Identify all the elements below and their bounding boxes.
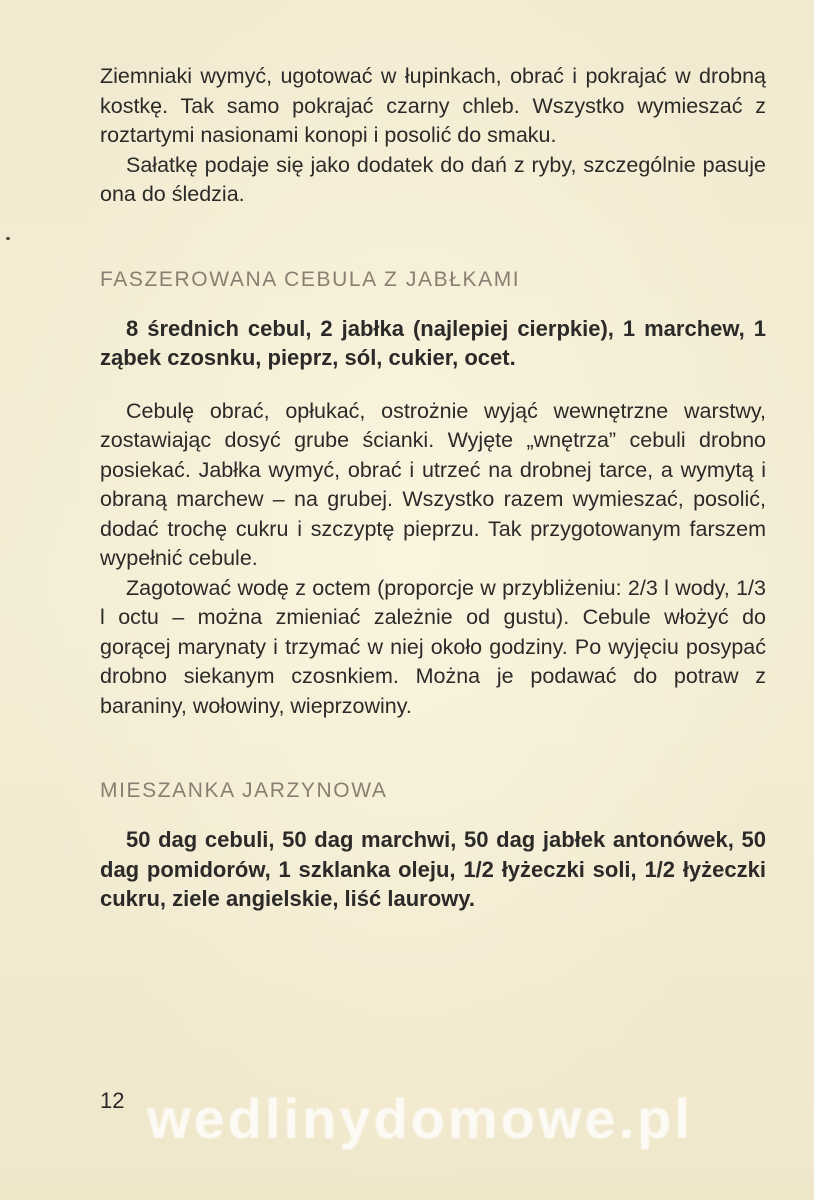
page-content: [100, 62, 766, 914]
intro-paragraph-2: Sałatkę podaje się jako dodatek do dań z ryby, szczególnie pasuje ona do śledzia.: [100, 152, 766, 206]
recipe-ingredients-faszerowana-cebula: 8 średnich cebul, 2 jabłka (najlepiej cierpkie), 1 marchew, 1 ząbek czosnku, pieprz, sól, cukier, ocet.: [100, 315, 766, 370]
recipe-step-1: Cebulę obrać, opłukać, ostrożnie wyjąć wewnętrzne warstwy, zostawiając dosyć grube ścianki. Wyjęte „wnętrza” cebuli drobno posiekać. Jabłka wymyć, obrać i utrzeć na drobnej tarce, a wymytą i obraną marchew – na grubej. Wszystko razem wymieszać, posolić, dodać trochę cukru i szczyptę pieprzu. Tak przygotowanym farszem wypełnić cebule.: [100, 398, 766, 570]
recipe-title-faszerowana-cebula: FASZEROWANA CEBULA Z JABŁKAMI: [100, 267, 521, 291]
page-number: 12: [100, 1088, 125, 1113]
intro-paragraph-1: Ziemniaki wymyć, ugotować w łupinkach, obrać i pokrajać w drobną kostkę. Tak samo pokrajać czarny chleb. Wszystko wymieszać z roztartymi nasionami konopi i posolić do smaku.: [100, 64, 766, 147]
recipe-step-2: Zagotować wodę z octem (proporcje w przybliżeniu: 2/3 l wody, 1/3 l octu – można zmieniać zależnie od gustu). Cebule włożyć do gorącej marynaty i trzymać w niej około godziny. Po wyjęciu posypać drobno siekanym czosnkiem. Można je podawać do potraw z baraniny, wołowiny, wieprzowiny.: [100, 575, 766, 718]
watermark: wedlinydomowe.pl: [147, 1087, 693, 1150]
recipe-title-mieszanka-jarzynowa: MIESZANKA JARZYNOWA: [100, 779, 388, 802]
recipe-ingredients-mieszanka-jarzynowa: 50 dag cebuli, 50 dag marchwi, 50 dag jabłek antonówek, 50 dag pomidorów, 1 szklanka oleju, 1/2 łyżeczki soli, 1/2 łyżeczki cukru, ziele angielskie, liść laurowy.: [100, 827, 766, 911]
paper-speck: [6, 237, 10, 240]
